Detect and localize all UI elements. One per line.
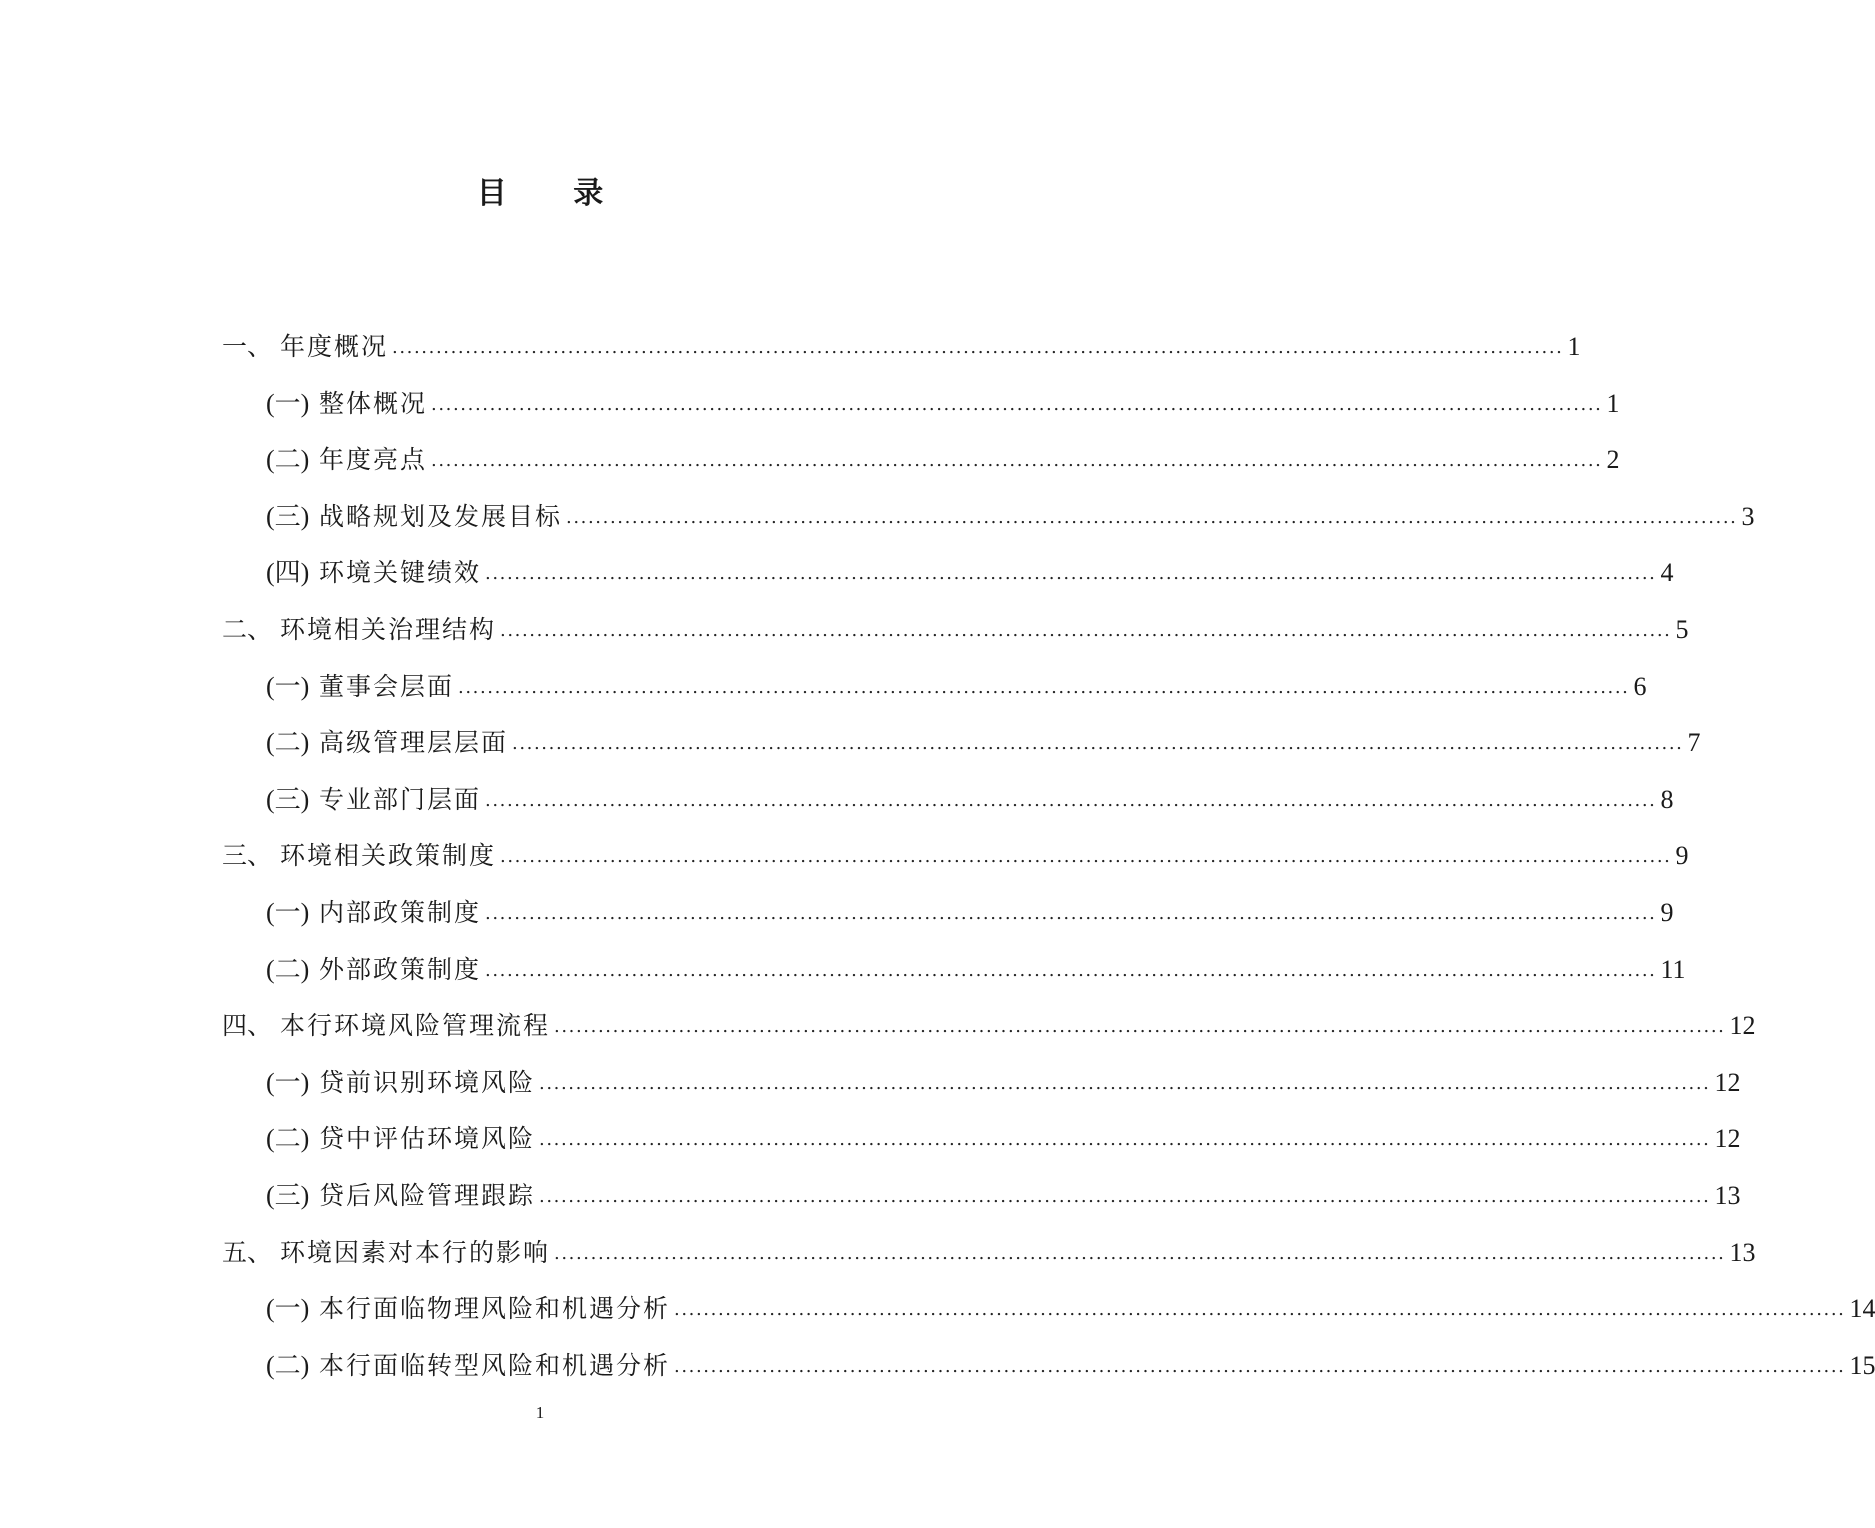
toc-subsection-entry[interactable] — [222, 942, 1686, 999]
toc-entry-number: 五、 — [222, 1237, 273, 1267]
toc-entry-number: (一) — [266, 897, 310, 927]
toc-dot-leader: ................................................................................................................................................................ — [539, 1072, 1711, 1094]
toc-entry-page-number: 9 — [1660, 897, 1674, 927]
toc-entry-number: 一、 — [222, 332, 273, 361]
toc-entry-page-number: 7 — [1687, 728, 1701, 758]
toc-entry-page-number: 4 — [1660, 558, 1674, 588]
toc-dot-leader: ................................................................................................................................................................ — [539, 1185, 1711, 1207]
toc-entry-page-number: 11 — [1660, 954, 1686, 984]
toc-entry-label: 整体概况 — [319, 388, 428, 418]
toc-subsection-entry[interactable] — [222, 1111, 1741, 1168]
toc-entry-number: (三) — [266, 501, 310, 531]
toc-dot-leader: ................................................................................................................................................................ — [674, 1355, 1846, 1377]
toc-dot-leader: ................................................................................................................................................................ — [566, 506, 1738, 528]
toc-entry-number: (二) — [266, 954, 310, 984]
toc-entry-label: 专业部门层面 — [319, 784, 482, 814]
toc-dot-leader: ................................................................................................................................................................ — [674, 1299, 1846, 1321]
toc-dot-leader: ................................................................................................................................................................ — [485, 563, 1657, 585]
toc-subsection-entry[interactable] — [222, 772, 1674, 829]
toc-subsection-entry[interactable] — [222, 1338, 1875, 1395]
toc-entry-label: 环境相关治理结构 — [280, 614, 497, 644]
toc-dot-leader: ................................................................................................................................................................ — [500, 619, 1672, 641]
toc-entry-number: (二) — [266, 1124, 310, 1154]
toc-entry-label: 贷中评估环境风险 — [319, 1124, 536, 1154]
toc-dot-leader: ................................................................................................................................................................ — [485, 959, 1657, 981]
page-title: 目 录 — [476, 176, 632, 211]
toc-dot-leader: ................................................................................................................................................................ — [392, 337, 1564, 358]
toc-entry-page-number: 15 — [1849, 1350, 1875, 1380]
page-number: 1 — [535, 1403, 545, 1422]
toc-dot-leader: ................................................................................................................................................................ — [512, 733, 1684, 755]
toc-entry-label: 本行面临转型风险和机遇分析 — [319, 1350, 671, 1380]
toc-section-entry[interactable] — [222, 319, 1581, 376]
toc-entry-label: 贷后风险管理跟踪 — [319, 1180, 536, 1210]
toc-subsection-entry[interactable] — [222, 489, 1755, 546]
toc-dot-leader: ................................................................................................................................................................ — [554, 1016, 1726, 1038]
toc-entry-label: 年度亮点 — [319, 445, 428, 475]
toc-dot-leader: ................................................................................................................................................................ — [431, 450, 1603, 472]
toc-dot-leader: ................................................................................................................................................................ — [485, 902, 1657, 924]
toc-entry-number: (一) — [266, 671, 310, 701]
toc-entry-number: 二、 — [222, 614, 273, 644]
toc-entry-label: 董事会层面 — [319, 671, 455, 701]
toc-entry-number: (三) — [266, 784, 310, 814]
toc-subsection-entry[interactable] — [222, 1168, 1741, 1225]
toc-entry-page-number: 13 — [1714, 1180, 1741, 1210]
toc-dot-leader: ................................................................................................................................................................ — [485, 789, 1657, 811]
toc-entry-page-number: 3 — [1741, 501, 1755, 531]
toc-entry-number: (三) — [266, 1180, 310, 1210]
toc-entry-label: 环境因素对本行的影响 — [280, 1237, 551, 1267]
toc-entry-label: 战略规划及发展目标 — [319, 501, 563, 531]
toc-dot-leader: ................................................................................................................................................................ — [431, 393, 1603, 415]
toc-entry-label: 本行面临物理风险和机遇分析 — [319, 1294, 671, 1324]
toc-entry-label: 贷前识别环境风险 — [319, 1067, 536, 1097]
toc-entry-page-number: 12 — [1729, 1011, 1756, 1041]
toc-entry-number: (一) — [266, 1294, 310, 1324]
toc-entry-number: (四) — [266, 558, 310, 588]
toc-entry-label: 本行环境风险管理流程 — [280, 1011, 551, 1041]
toc-subsection-entry[interactable] — [222, 1281, 1875, 1338]
toc-entry-page-number: 13 — [1729, 1237, 1756, 1267]
toc-section-entry[interactable] — [222, 828, 1689, 885]
toc-entry-page-number: 6 — [1633, 671, 1647, 701]
toc-subsection-entry[interactable] — [222, 1055, 1741, 1112]
toc-entry-page-number: 12 — [1714, 1124, 1741, 1154]
toc-entry-page-number: 8 — [1660, 784, 1674, 814]
toc-entry-number: (一) — [266, 1067, 310, 1097]
toc-entry-number: 三、 — [222, 841, 273, 871]
toc-entry-label: 高级管理层层面 — [319, 728, 509, 758]
toc-entry-label: 年度概况 — [280, 332, 389, 361]
toc-section-entry[interactable] — [222, 998, 1756, 1055]
toc-entry-number: (二) — [266, 728, 310, 758]
toc-entry-label: 外部政策制度 — [319, 954, 482, 984]
toc-entry-label: 环境关键绩效 — [319, 558, 482, 588]
toc-entry-page-number: 2 — [1606, 445, 1620, 475]
toc-entry-page-number: 14 — [1849, 1294, 1875, 1324]
toc-subsection-entry[interactable] — [222, 432, 1620, 489]
toc-entry-number: (一) — [266, 388, 310, 418]
toc-entry-page-number: 1 — [1606, 388, 1620, 418]
toc-subsection-entry[interactable] — [222, 659, 1647, 716]
toc-dot-leader: ................................................................................................................................................................ — [500, 846, 1672, 868]
toc-dot-leader: ................................................................................................................................................................ — [458, 676, 1630, 698]
toc-entry-label: 环境相关政策制度 — [280, 841, 497, 871]
toc-subsection-entry[interactable] — [222, 376, 1620, 433]
toc-dot-leader: ................................................................................................................................................................ — [539, 1129, 1711, 1151]
toc-subsection-entry[interactable] — [222, 885, 1674, 942]
toc-entry-label: 内部政策制度 — [319, 897, 482, 927]
toc-dot-leader: ................................................................................................................................................................ — [554, 1242, 1726, 1264]
toc-section-entry[interactable] — [222, 1225, 1756, 1282]
toc-entry-number: 四、 — [222, 1011, 273, 1041]
toc-entry-page-number: 9 — [1675, 841, 1689, 871]
toc-entry-page-number: 12 — [1714, 1067, 1741, 1097]
toc-subsection-entry[interactable] — [222, 715, 1701, 772]
toc-section-entry[interactable] — [222, 602, 1689, 659]
toc-entry-page-number: 5 — [1675, 614, 1689, 644]
table-of-contents — [222, 319, 1875, 1394]
toc-entry-number: (二) — [266, 445, 310, 475]
toc-entry-number: (二) — [266, 1350, 310, 1380]
toc-entry-page-number: 1 — [1567, 332, 1581, 361]
toc-subsection-entry[interactable] — [222, 545, 1674, 602]
